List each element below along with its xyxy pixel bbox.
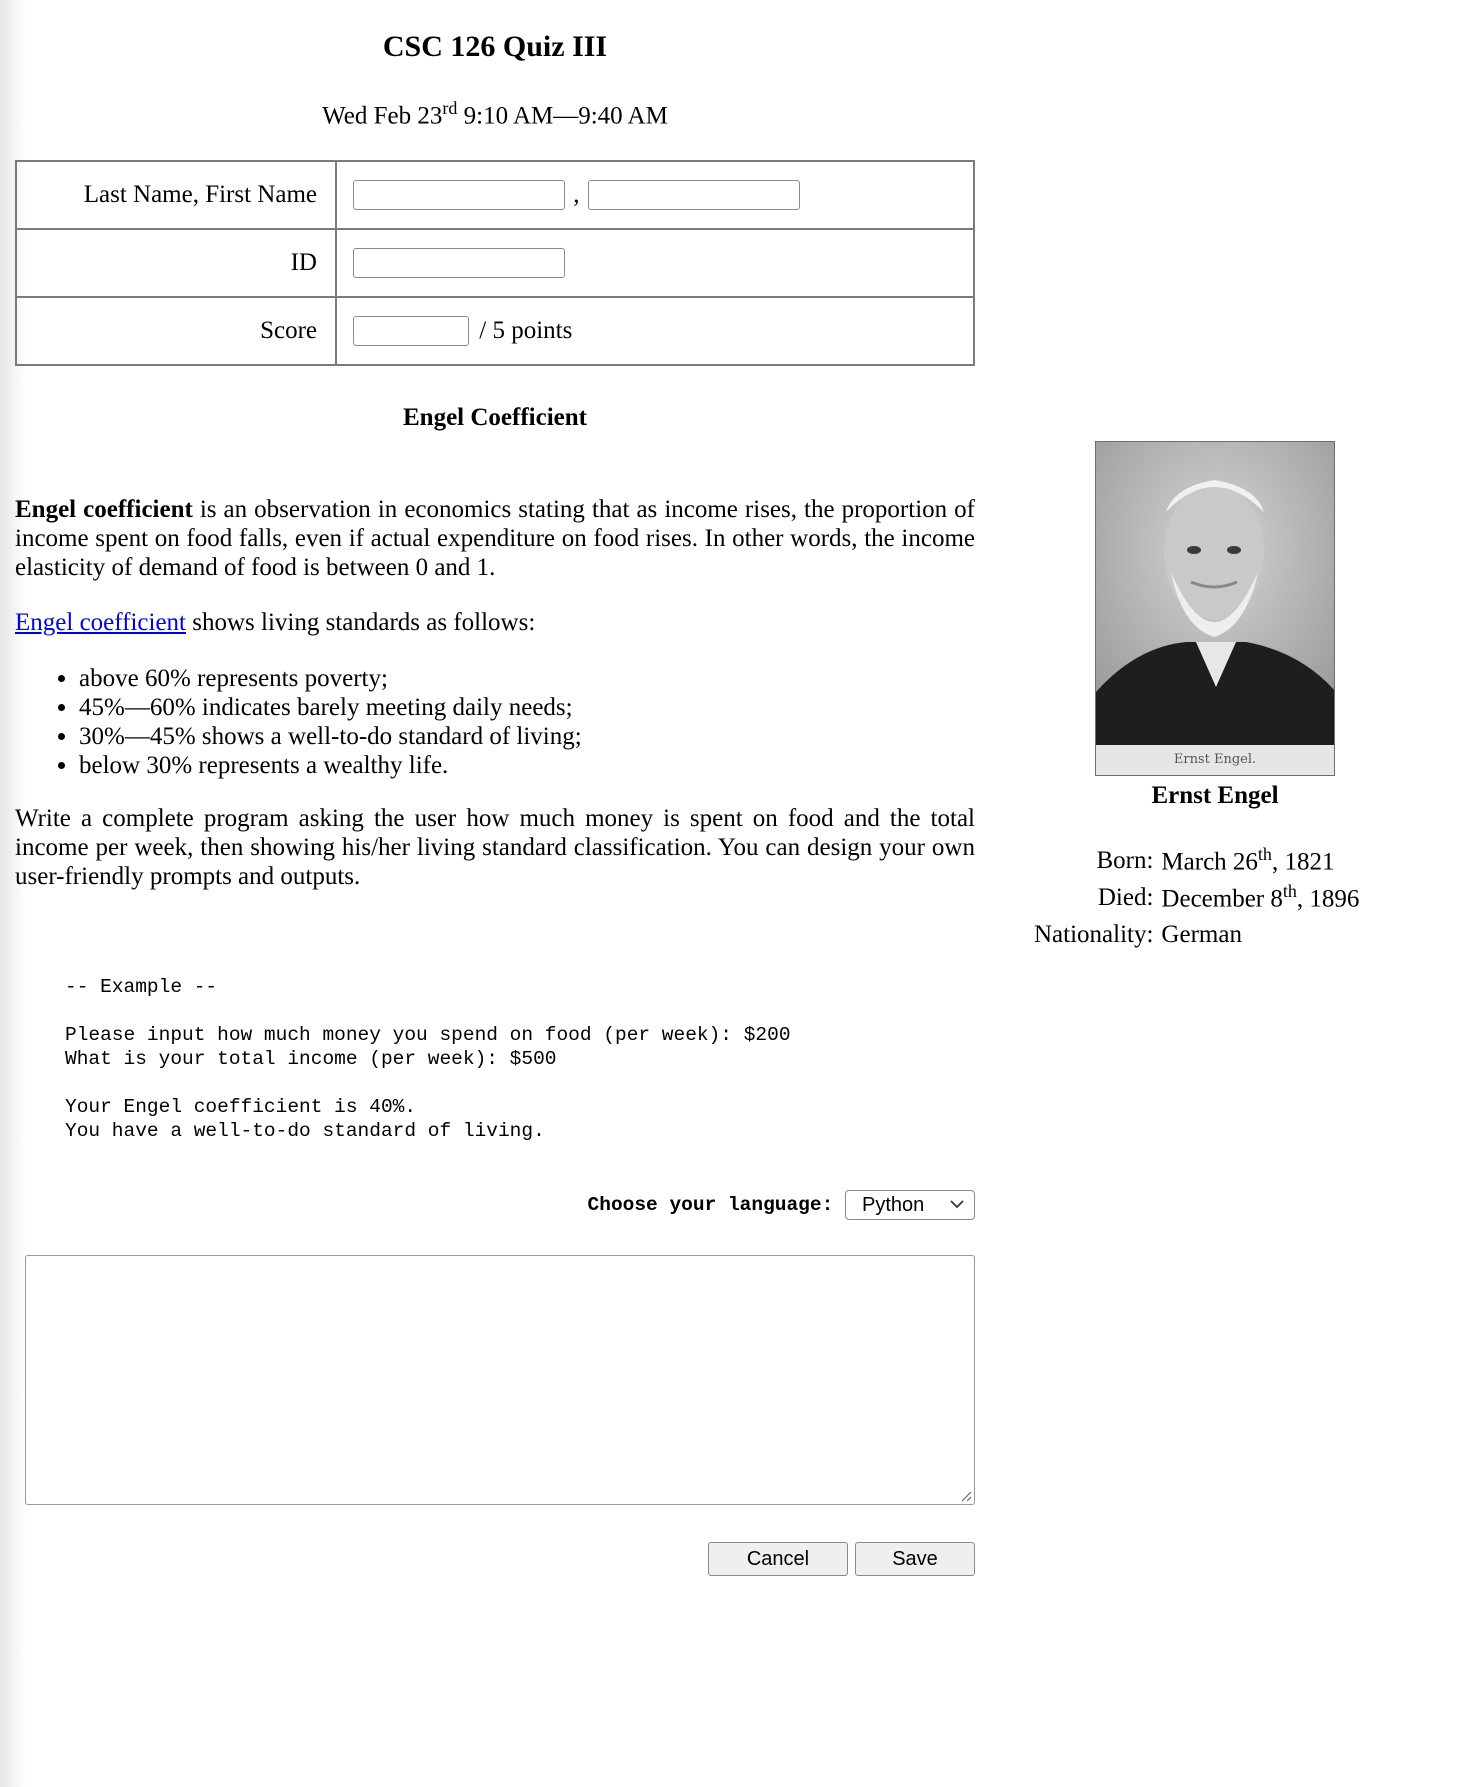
died-year: , 1896 — [1296, 885, 1360, 913]
ernst-engel-portrait — [1095, 441, 1335, 776]
portrait-image — [1096, 442, 1335, 747]
quiz-time-range: 9:10 AM—9:40 AM — [457, 102, 668, 130]
last-name-input[interactable] — [353, 180, 565, 210]
id-row — [16, 229, 974, 297]
bio-row-died — [1030, 879, 1363, 916]
example-line: What is your total income (per week): $500 — [65, 1048, 557, 1070]
born-date: March 26 — [1161, 848, 1258, 876]
born-ordinal: th — [1257, 844, 1272, 865]
language-label: Choose your language: — [587, 1194, 834, 1217]
levels-intro — [15, 608, 975, 637]
id-input[interactable] — [353, 248, 565, 278]
score-label: Score — [16, 297, 336, 365]
first-name-input[interactable] — [588, 180, 800, 210]
bio-name: Ernst Engel — [1151, 782, 1279, 809]
list-item: • below 30% represents a wealthy life. — [79, 751, 582, 780]
example-line: You have a well-to-do standard of living. — [65, 1120, 545, 1142]
save-button[interactable]: Save — [855, 1542, 975, 1576]
died-date: December 8 — [1161, 885, 1283, 913]
score-input[interactable] — [353, 316, 469, 346]
problem-title: Engel Coefficient — [403, 404, 587, 431]
nationality-value: German — [1161, 920, 1242, 948]
intro-term: Engel coefficient — [15, 496, 193, 523]
born-value — [1157, 842, 1363, 879]
id-cell — [336, 229, 974, 297]
quiz-time — [15, 98, 975, 130]
born-year: , 1821 — [1271, 848, 1335, 876]
list-item: • 45%—60% indicates barely meeting daily needs; — [79, 693, 582, 722]
engel-coefficient-link[interactable]: Engel coefficient — [15, 609, 186, 636]
name-row — [16, 161, 974, 229]
problem-intro — [15, 495, 975, 582]
resize-grip-icon[interactable] — [958, 1488, 972, 1502]
example-output — [65, 975, 791, 1143]
score-row — [16, 297, 974, 365]
levels-intro-text: shows living standards as follows: — [185, 609, 536, 636]
example-line: Your Engel coefficient is 40%. — [65, 1096, 417, 1118]
example-line: Please input how much money you spend on food (per week): $200 — [65, 1024, 791, 1046]
died-ordinal: th — [1282, 881, 1297, 902]
died-value — [1157, 879, 1363, 916]
task-description: Write a complete program asking the user how much money is spent on food and the total income per week, then showing his/her living standard classification. You can design your own user-friendly prompts and outputs. — [15, 805, 975, 890]
language-row — [15, 1190, 975, 1220]
nationality-label: Nationality: — [1034, 920, 1154, 948]
list-item: • above 60% represents poverty; — [79, 664, 582, 693]
language-select[interactable] — [845, 1190, 975, 1220]
name-separator: , — [573, 181, 580, 209]
student-info-table — [15, 160, 975, 366]
quiz-date-prefix: Wed Feb 23 — [322, 102, 443, 130]
language-selected: Python — [862, 1194, 925, 1216]
chevron-down-icon — [950, 1197, 964, 1211]
quiz-date-ordinal: rd — [442, 98, 458, 118]
code-textarea[interactable] — [25, 1255, 975, 1505]
living-standard-list — [15, 664, 582, 780]
id-label: ID — [16, 229, 336, 297]
bio-table — [1030, 842, 1363, 953]
list-item: • 30%—45% shows a well-to-do standard of living; — [79, 722, 582, 751]
page-title: CSC 126 Quiz III — [382, 30, 608, 63]
bio-row-born — [1030, 842, 1363, 879]
example-line — [65, 999, 791, 1023]
name-cell — [336, 161, 974, 229]
example-line — [65, 1071, 791, 1095]
born-label: Born: — [1096, 846, 1154, 874]
died-label: Died: — [1097, 883, 1154, 911]
portrait-caption: Ernst Engel. — [1096, 745, 1334, 775]
score-cell — [336, 297, 974, 365]
name-label: Last Name, First Name — [16, 161, 336, 229]
score-suffix: / 5 points — [479, 317, 573, 345]
example-line: -- Example -- — [65, 976, 218, 998]
intro-text: is an observation in economics stating that as income rises, the proportion of income spent on food falls, even if actual expenditure on food rises. In other words, the income elasticity of demand of food is between 0 and 1. — [15, 496, 975, 581]
cancel-button[interactable]: Cancel — [708, 1542, 848, 1576]
bio-row-nationality — [1030, 916, 1363, 953]
